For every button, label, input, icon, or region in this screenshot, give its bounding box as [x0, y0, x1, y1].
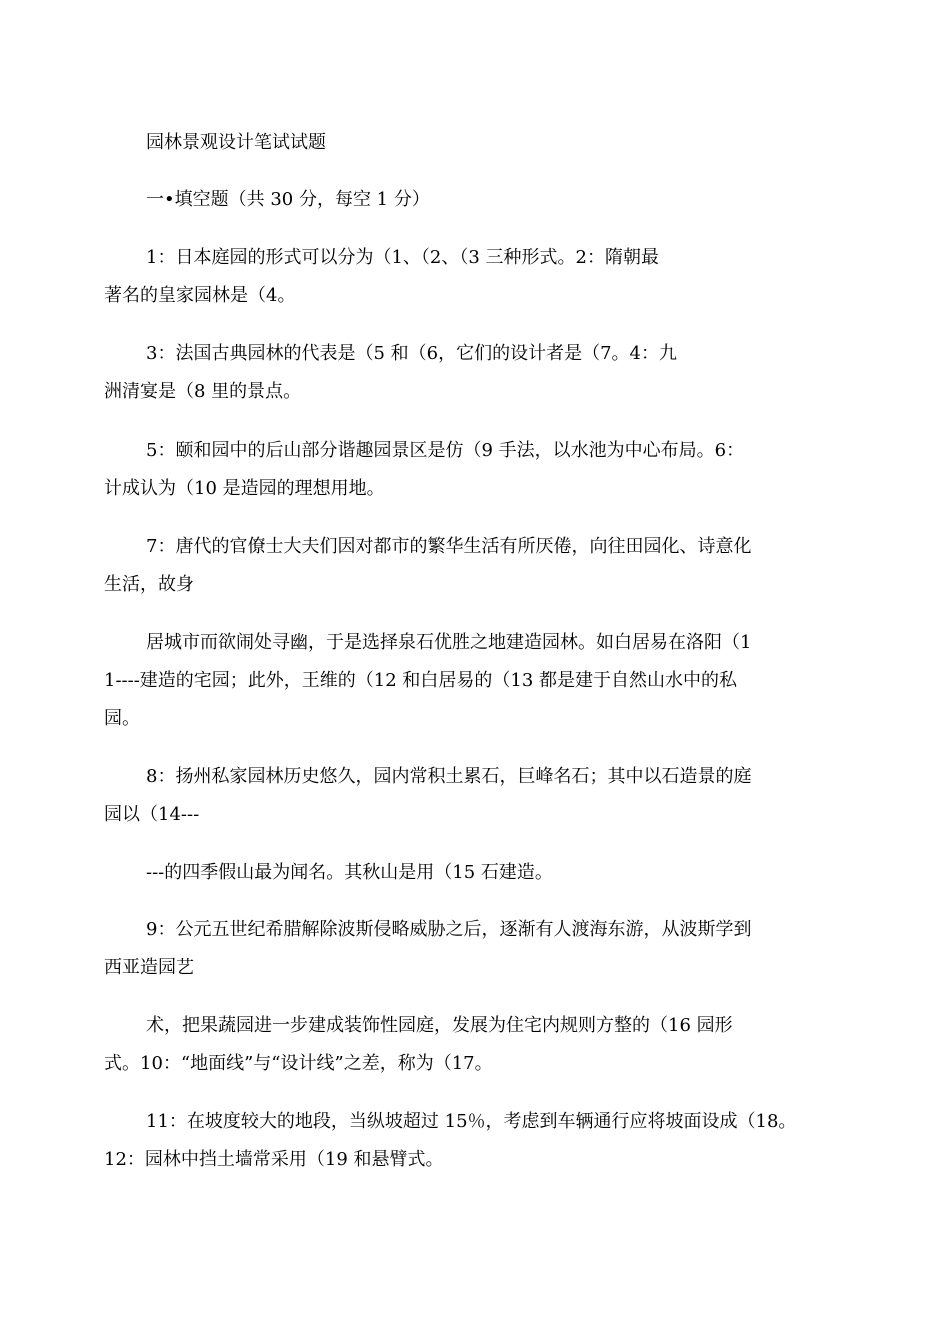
paragraph-line: 西亚造园艺 — [104, 957, 194, 978]
paragraph-line: 1：日本庭园的形式可以分为（1、（2、（3 三种形式。2：隋朝最 — [146, 247, 659, 268]
paragraph-line: 洲清宴是（8 里的景点。 — [104, 381, 302, 402]
paragraph-line: 8：扬州私家园林历史悠久，园内常积土累石，巨峰名石；其中以石造景的庭 — [146, 766, 752, 787]
paragraph-line: 术，把果蔬园进一步建成装饰性园庭，发展为住宅内规则方整的（16 园形 — [146, 1015, 733, 1036]
paragraph-line: 7：唐代的官僚士大夫们因对都市的繁华生活有所厌倦，向往田园化、诗意化 — [146, 536, 752, 557]
document-title: 园林景观设计笔试试题 — [146, 132, 326, 153]
paragraph-line: 计成认为（10 是造园的理想用地。 — [104, 478, 385, 499]
section-heading: 一•填空题（共 30 分，每空 1 分） — [146, 189, 430, 210]
paragraph-line: 园。 — [104, 708, 140, 729]
paragraph-line: 9：公元五世纪希腊解除波斯侵略威胁之后，逐渐有人渡海东游，从波斯学到 — [146, 919, 752, 940]
paragraph-line: 5：颐和园中的后山部分谐趣园景区是仿（9 手法，以水池为中心布局。6： — [146, 440, 745, 461]
paragraph-line: 生活，故身 — [104, 574, 194, 595]
paragraph-line: 居城市而欲闹处寻幽，于是选择泉石优胜之地建造园林。如白居易在洛阳（1 — [146, 632, 752, 653]
paragraph-line: ---的四季假山最为闻名。其秋山是用（15 石建造。 — [146, 862, 553, 883]
paragraph-line: 式。10：“地面线”与“设计线”之差，称为（17。 — [104, 1053, 493, 1074]
paragraph-line: 园以（14--- — [104, 804, 200, 825]
paragraph-line: 1----建造的宅园；此外，王维的（12 和白居易的（13 都是建于自然山水中的私 — [104, 670, 738, 691]
paragraph-line: 12：园林中挡土墙常采用（19 和悬臂式。 — [104, 1149, 444, 1170]
paragraph-line: 著名的皇家园林是（4。 — [104, 285, 296, 306]
paragraph-line: 3：法国古典园林的代表是（5 和（6，它们的设计者是（7。4：九 — [146, 343, 677, 364]
paragraph-line: 11：在坡度较大的地段，当纵坡超过 15％，考虑到车辆通行应将坡面设成（18。 — [146, 1111, 797, 1132]
